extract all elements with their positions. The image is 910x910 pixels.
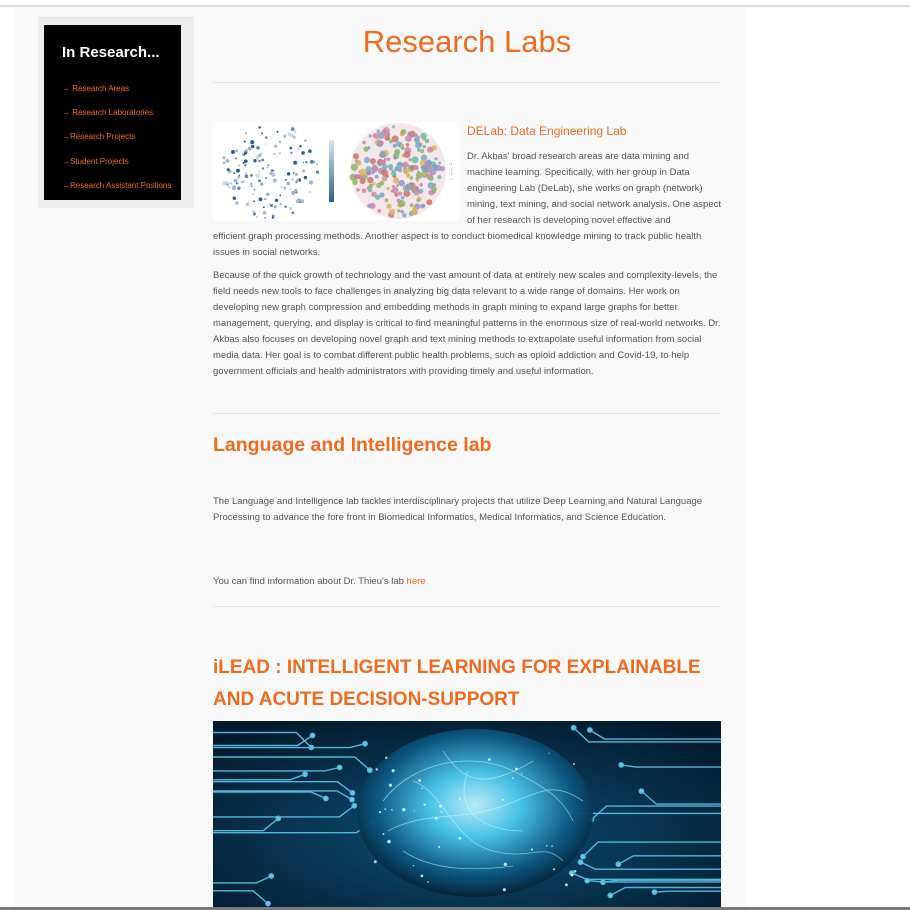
svg-text:• 3: • 3 — [449, 172, 453, 176]
brain-circuit-illustration — [213, 721, 721, 910]
sidebar-item-label: Student Projects — [70, 156, 129, 166]
brain-circuit-image — [213, 721, 721, 910]
language-lab-info-text: You can find information about Dr. Thieu's lab — [213, 576, 407, 587]
language-lab-paragraph: The Language and Intelligence lab tackles interdisciplinary projects that utilize Deep Learning and Natural Language Processing to advance the fore front in Biomedical Informatics, Medical Informatics, and Science Education. — [213, 496, 703, 523]
sidebar-item-research-areas[interactable] — [62, 83, 171, 107]
graph-network-image — [213, 122, 459, 221]
sidebar-item-research-assistant-positions[interactable] — [62, 180, 171, 204]
sidebar-item-label: Research Laboratories — [70, 108, 154, 118]
sidebar-item-research-projects[interactable] — [62, 131, 171, 155]
arrow-right-icon: → — [62, 156, 70, 166]
sidebar-title: In Research... — [62, 44, 160, 61]
arrow-right-icon: → — [62, 84, 70, 93]
arrow-right-icon: → — [62, 132, 70, 142]
arrow-right-icon: → — [62, 108, 70, 118]
language-lab-info-paragraph — [213, 574, 721, 590]
svg-text:• 1: • 1 — [449, 162, 453, 166]
ilead-heading: iLEAD : INTELLIGENT LEARNING FOR EXPLAINABLE AND ACUTE DECISION-SUPPORT — [213, 657, 701, 710]
divider — [213, 413, 721, 414]
sidebar-item-label: Research Projects — [70, 132, 136, 142]
delab-paragraph-2: Because of the quick growth of technology and the vast amount of data at entirely new scales and complexity-levels, the field needs new tools to face challenges in analyzing big data relevant to a wide range of domains. Her work on developing new graph compression and embedding methods in graph mining to expand large graphs for better management, querying, and display is critical to find meaningful patterns in the enormous size of real-world networks. Dr. Akbas also focuses on developing novel graph and text mining methods to extrapolate useful information from social media data. Her goal is to combat different public health problems, such as opioid addiction and Covid-19, to help government officials and health administrators with providing timely and useful information. — [213, 270, 721, 377]
sidebar-item-label: Research Assistant Postions — [70, 180, 172, 190]
sidebar-item-research-laboratories[interactable] — [62, 107, 171, 131]
svg-text:• 4: • 4 — [449, 177, 453, 181]
page-title: Research Labs — [362, 24, 572, 59]
svg-text:• 2: • 2 — [449, 167, 453, 171]
delab-paragraph-1-part-b: efficient graph processing methods. Another aspect is to conduct biomedical knowledge mining to track public health issues in social networks. — [213, 231, 702, 258]
sidebar — [44, 25, 181, 200]
here-link[interactable]: here — [406, 576, 426, 587]
sidebar-item-student-projects[interactable] — [62, 156, 171, 180]
language-lab-heading: Language and Intelligence lab — [213, 434, 492, 456]
divider — [213, 606, 721, 607]
delab-heading: DELab: Data Engineering Lab — [467, 124, 627, 138]
sidebar-item-label: Research Areas — [70, 84, 130, 93]
sidebar-menu — [62, 83, 171, 204]
divider — [213, 82, 721, 83]
arrow-right-icon: → — [62, 180, 70, 190]
top-border — [0, 5, 910, 7]
graph-network-illustration — [213, 122, 459, 221]
delab-paragraph-1-part-a: Dr. Akbas' broad research areas are data mining and machine learning. Specifically, with her group in Data engineering Lab (DeLab), she works on graph (network) mining, text mining, and social network analysis. One aspect of her research is developing novel effective and — [467, 151, 721, 226]
